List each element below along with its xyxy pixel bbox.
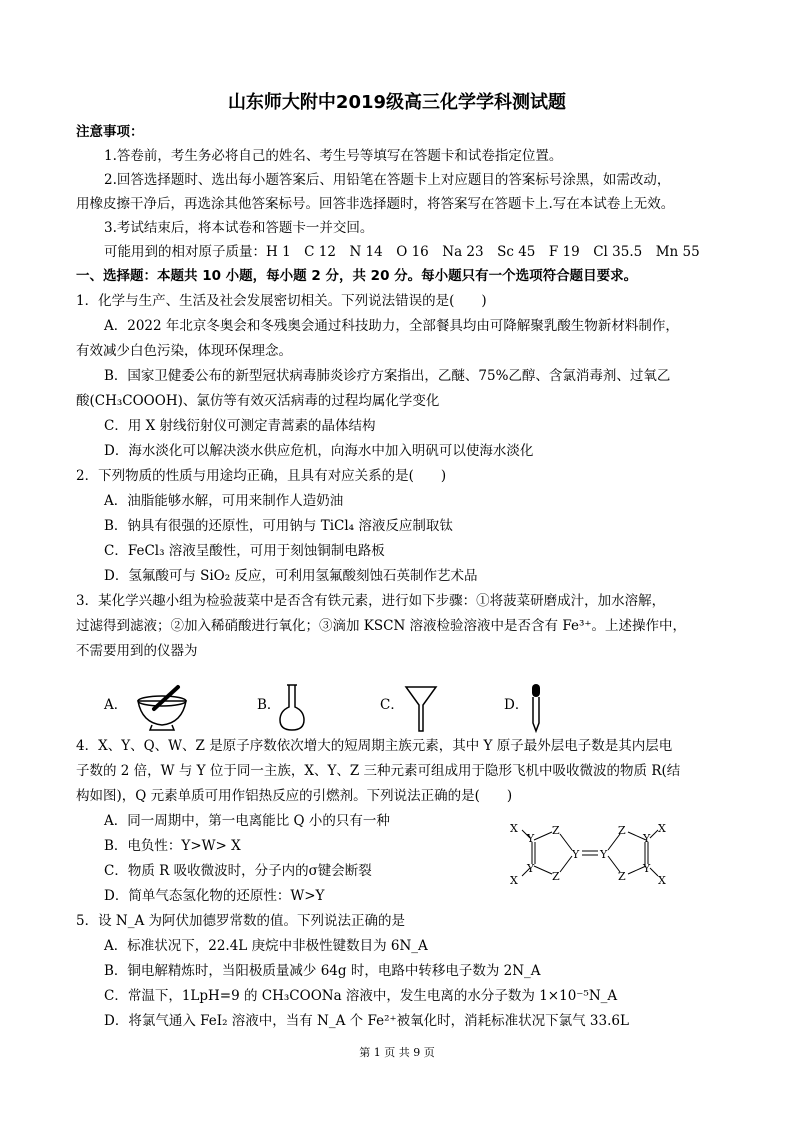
mol-y-center-left: Y (572, 848, 580, 861)
q1-option-d: D．海水淡化可以解决淡水供应危机，向海水中加入明矾可以使海水淡化 (104, 443, 534, 459)
mol-y-right-bottom: Y (643, 862, 651, 875)
funnel-icon (404, 683, 438, 733)
q4-stem-2: 子数的 2 倍，W 与 Y 位于同一主族，X、Y、Z 三种元素可组成用于隐形飞机中吸收微波的物质 R(结 (76, 763, 681, 779)
notice-item-2a: 2.回答选择题时、选出每小题答案后、用铅笔在答题卡上对应题目的答案标号涂黑，如需改动， (104, 172, 671, 188)
q4-option-a: A．同一周期中，第一电离能比 Q 小的只有一种 (104, 813, 390, 829)
q2-option-c: C．FeCl₃ 溶液呈酸性，可用于刻蚀铜制电路板 (104, 543, 385, 559)
mol-y-right-top: Y (643, 832, 651, 845)
q1-option-a: A．2022 年北京冬奥会和冬残奥会通过科技助力，全部餐具均由可降解聚乳酸生物新材料制作， (104, 318, 679, 334)
mol-x-bottom-right: X (658, 874, 666, 887)
q2-option-a: A．油脂能够水解，可用来制作人造奶油 (104, 493, 344, 509)
q1-option-b-cont: 酸(CH₃COOOH)、氯仿等有效灭活病毒的过程均属化学变化 (76, 393, 440, 409)
q1-stem: 1．化学与生产、生活及社会发展密切相关。下列说法错误的是( ) (76, 293, 487, 309)
q1-option-b: B．国家卫健委公布的新型冠状病毒肺炎诊疗方案指出，乙醚、75%乙醇、含氯消毒剂、过氧乙 (104, 368, 671, 384)
q4-stem-1: 4．X、Y、Q、W、Z 是原子序数依次增大的短周期主族元素，其中 Y 原子最外层电子数是其内层电 (76, 738, 673, 754)
page-footer: 第 1 页 共 9 页 (359, 1046, 435, 1059)
q3-stem-3: 不需要用到的仪器为 (76, 643, 198, 659)
mol-z-right-top: Z (618, 824, 626, 837)
q3-stem-2: 过滤得到滤液；②加入稀硝酸进行氧化；③滴加 KSCN 溶液检验溶液中是否含有 Fe³⁺。上述操作中， (76, 618, 687, 634)
q3-option-c-label: C． (380, 697, 404, 713)
q5-option-d: D．将氯气通入 FeI₂ 溶液中，当有 N_A 个 Fe²⁺被氧化时，消耗标准状况下氯气 33.6L (104, 1013, 629, 1029)
molecule-r-structure (500, 820, 680, 890)
q2-stem: 2．下列物质的性质与用途均正确，且具有对应关系的是( ) (76, 468, 447, 484)
q3-option-b-label: B． (257, 697, 281, 713)
mortar-pestle-icon (134, 683, 190, 733)
notice-heading: 注意事项： (76, 124, 144, 140)
page-title: 山东师大附中2019级高三化学学科测试题 (227, 92, 567, 113)
mol-z-left-bottom: Z (552, 870, 560, 883)
round-flask-icon (277, 683, 307, 733)
q3-options (104, 683, 564, 733)
q2-option-d: D．氢氟酸可与 SiO₂ 反应，可利用氢氟酸刻蚀石英制作艺术品 (104, 568, 478, 584)
q4-option-b: B．电负性：Y>W> X (104, 838, 241, 854)
notice-item-1: 1.答卷前，考生务必将自己的姓名、考生号等填写在答题卡和试卷指定位置。 (104, 148, 563, 164)
q2-option-b: B．钠具有很强的还原性，可用钠与 TiCl₄ 溶液反应制取钛 (104, 518, 453, 534)
notice-item-3: 3.考试结束后，将本试卷和答题卡一并交回。 (104, 220, 374, 236)
mol-y-left-top: Y (527, 832, 535, 845)
q3-stem-1: 3．某化学兴趣小组为检验菠菜中是否含有铁元素，进行如下步骤：①将菠菜研磨成汁，加水溶解， (76, 593, 666, 609)
q3-option-a-label: A． (104, 697, 128, 713)
mol-z-right-bottom: Z (618, 870, 626, 883)
mol-y-center-right: Y (600, 848, 608, 861)
q3-option-d-label: D． (504, 697, 529, 713)
q4-stem-3: 构如图)，Q 元素单质可用作铝热反应的引燃剂。下列说法正确的是( ) (76, 788, 513, 804)
q5-option-a: A．标准状况下，22.4L 庚烷中非极性键数目为 6N_A (104, 938, 428, 954)
q5-option-c: C．常温下，1LpH=9 的 CH₃COONa 溶液中，发生电离的水分子数为 1×10⁻⁵N_A (104, 988, 618, 1004)
mol-z-left-top: Z (552, 824, 560, 837)
q1-option-c: C．用 X 射线衍射仪可测定青蒿素的晶体结构 (104, 418, 376, 434)
q4-option-d: D．简单气态氢化物的还原性：W>Y (104, 888, 325, 904)
mol-x-top-left: X (510, 822, 518, 835)
mol-x-bottom-left: X (510, 874, 518, 887)
atomic-masses: 可能用到的相对原子质量：H 1 C 12 N 14 O 16 Na 23 Sc 45 F 19 Cl 35.5 Mn 55 (104, 244, 700, 260)
q4-option-c: C．物质 R 吸收微波时，分子内的σ键会断裂 (104, 863, 372, 879)
dropper-icon (526, 683, 546, 733)
mol-x-top-right: X (658, 822, 666, 835)
section-heading: 一、选择题：本题共 10 小题，每小题 2 分，共 20 分。每小题只有一个选项符合题目要求。 (76, 268, 638, 284)
mol-y-left-bottom: Y (527, 862, 535, 875)
q1-option-a-cont: 有效减少白色污染，体现环保理念。 (76, 343, 292, 359)
q5-stem: 5．设 N_A 为阿伏加德罗常数的值。下列说法正确的是 (76, 913, 405, 929)
q5-option-b: B．铜电解精炼时，当阳极质量减少 64g 时，电路中转移电子数为 2N_A (104, 963, 541, 979)
notice-item-2b: 用橡皮擦干净后，再选涂其他答案标号。回答非选择题时，将答案写在答题卡上.写在本试卷上无效。 (76, 196, 675, 212)
